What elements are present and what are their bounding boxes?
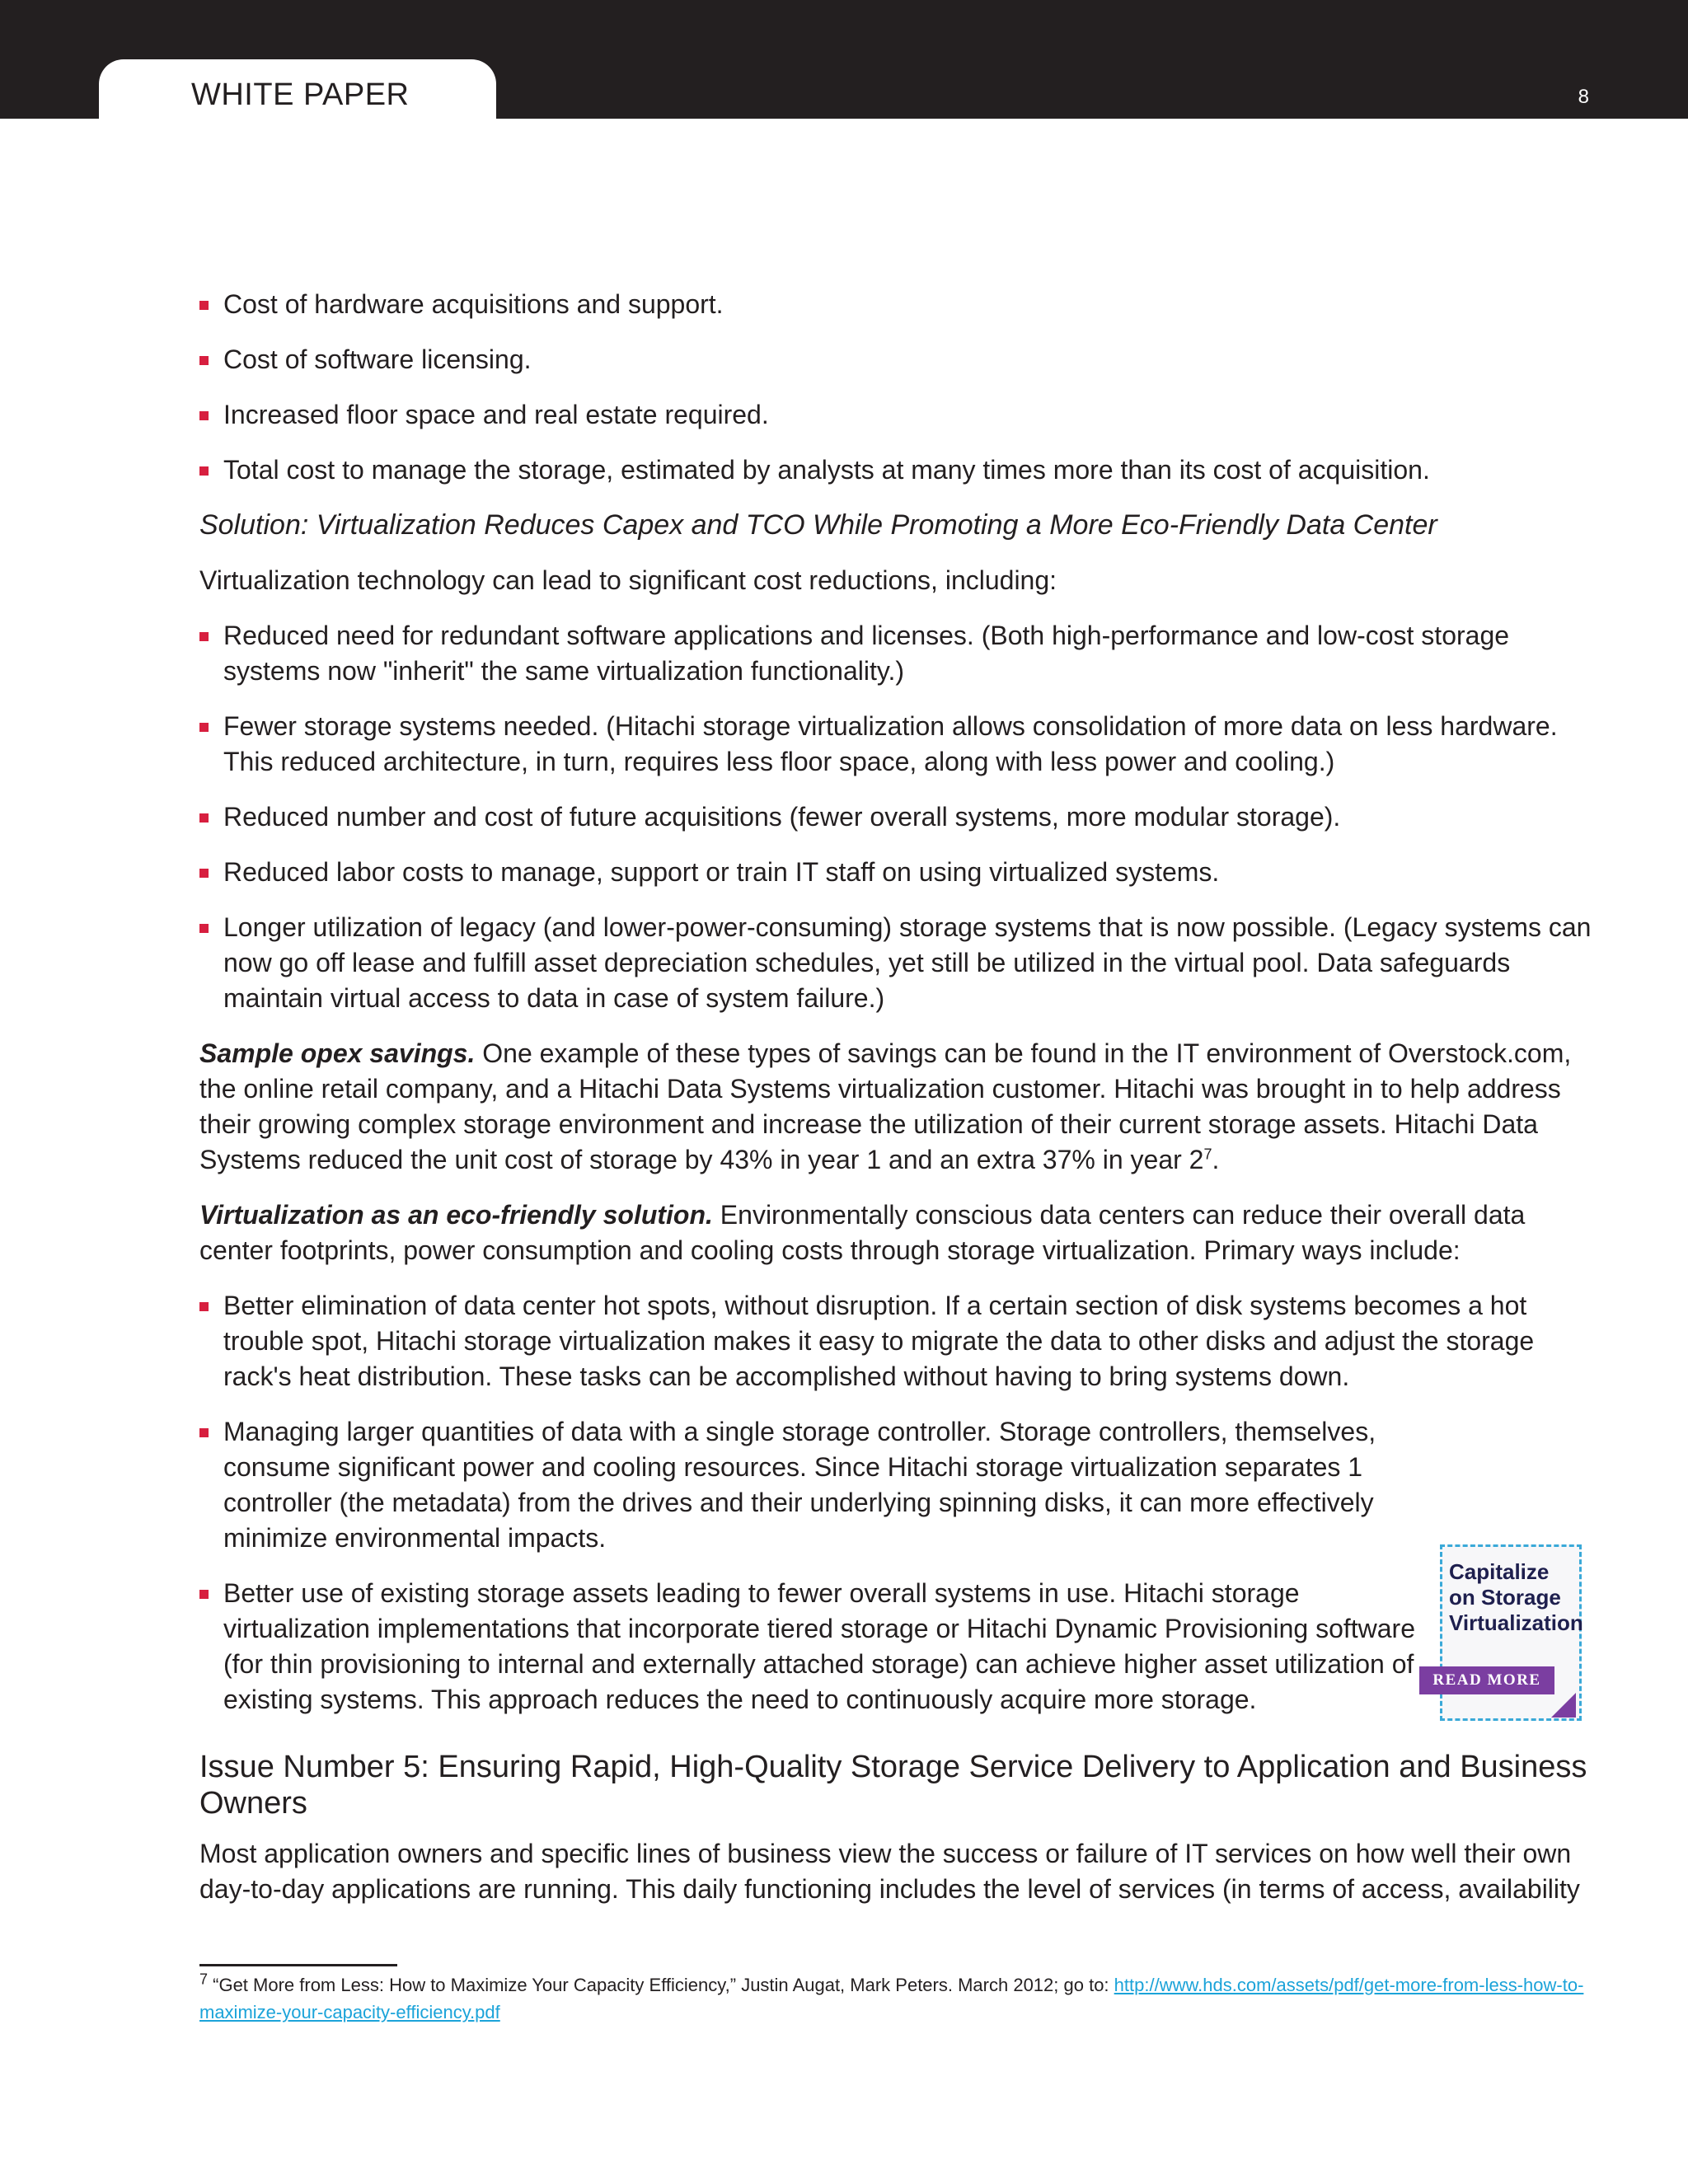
list-item: Total cost to manage the storage, estimated by analysts at many times more than its cost of acquisition. — [199, 452, 1592, 488]
eco-bullet-list — [199, 1288, 1592, 1718]
eco-text: Environmentally conscious data centers can reduce their overall data center footprints, power consumption and cooling costs through storage virtualization. Primary ways include: — [199, 1200, 1526, 1265]
read-more-button[interactable]: READ MORE — [1419, 1666, 1554, 1694]
promo-title-line: Virtualization — [1449, 1610, 1583, 1635]
list-item: Cost of hardware acquisitions and support. — [199, 287, 1592, 322]
footnote-text: “Get More from Less: How to Maximize Your Capacity Efficiency,” Justin Augat, Mark Peters. March 2012; go to: — [208, 1975, 1114, 1995]
page-number: 8 — [1578, 86, 1589, 108]
promo-title-line: Capitalize — [1449, 1559, 1550, 1584]
list-item: Managing larger quantities of data with a single storage controller. Storage controllers, themselves, consume significant power and cooling resources. Since Hitachi storage virtualization separates 1 controller (the metadata) from the drives and their underlying spinning disks, it can more effectively minimize environmental impacts. — [199, 1414, 1592, 1556]
list-item: Fewer storage systems needed. (Hitachi storage virtualization allows consolidation of more data on less hardware. This reduced architecture, in turn, requires less floor space, along with less power and cooling.) — [199, 709, 1592, 780]
opex-paragraph — [199, 1036, 1592, 1178]
list-item: Reduced labor costs to manage, support or train IT staff on using virtualized systems. — [199, 855, 1592, 890]
promo-title-line: on Storage — [1449, 1585, 1561, 1610]
list-item: Reduced number and cost of future acquisitions (fewer overall systems, more modular storage). — [199, 799, 1592, 835]
read-more-promo[interactable] — [1419, 1544, 1583, 1719]
opex-text: One example of these types of savings can be found in the IT environment of Overstock.com, the online retail company, and a Hitachi Data Systems virtualization customer. Hitachi was brought in to help address their growing complex storage environment and increase the utilization of their current storage assets. Hitachi Data Systems reduced the unit cost of storage by 43% in year 1 and an extra 37% in year 2 — [199, 1038, 1572, 1174]
footnote-divider — [199, 1964, 397, 1966]
list-item: Reduced need for redundant software applications and licenses. (Both high-performance and low-cost storage systems now "inherit" the same virtualization functionality.) — [199, 618, 1592, 689]
opex-end: . — [1212, 1145, 1220, 1174]
footnote — [199, 1971, 1592, 2026]
main-content — [199, 287, 1592, 1927]
page-curl-icon — [1551, 1693, 1576, 1718]
promo-title — [1449, 1559, 1581, 1636]
opex-lead: Sample opex savings. — [199, 1038, 476, 1068]
solution-heading: Solution: Virtualization Reduces Capex and TCO While Promoting a More Eco-Friendly Data Center — [199, 509, 1437, 541]
list-item: Better elimination of data center hot spots, without disruption. If a certain section of disk systems becomes a hot trouble spot, Hitachi storage virtualization makes it easy to migrate the data to other disks and adjust the storage rack's heat distribution. These tasks can be accomplished without having to bring systems down. — [199, 1288, 1592, 1394]
footnote-reference[interactable]: 7 — [1203, 1146, 1212, 1163]
header-tab — [99, 59, 496, 122]
solution-intro: Virtualization technology can lead to significant cost reductions, including: — [199, 565, 1057, 595]
eco-paragraph — [199, 1197, 1592, 1268]
footnote-mark: 7 — [199, 1971, 209, 1988]
issue-5-heading: Issue Number 5: Ensuring Rapid, High-Quality Storage Service Delivery to Application and Business Owners — [199, 1750, 1587, 1821]
page-header-bar — [0, 0, 1688, 119]
list-item: Cost of software licensing. — [199, 342, 1592, 377]
cost-bullet-list — [199, 287, 1592, 488]
eco-lead: Virtualization as an eco-friendly solution. — [199, 1200, 713, 1230]
list-item: Longer utilization of legacy (and lower-power-consuming) storage systems that is now possible. (Legacy systems can now go off lease and fulfill asset depreciation schedules, yet still be utilized in the virtual pool. Data safeguards maintain virtual access to data in case of system failure.) — [199, 910, 1592, 1016]
solution-bullet-list — [199, 618, 1592, 1016]
document-type-label: WHITE PAPER — [191, 77, 410, 112]
footnote-link[interactable]: http://www.hds.com/assets/pdf/get-more-from-less-how-to-maximize-your-capacity-efficiency.pdf — [199, 1975, 1584, 2022]
list-item: Increased floor space and real estate required. — [199, 397, 1592, 433]
list-item: Better use of existing storage assets leading to fewer overall systems in use. Hitachi storage virtualization implementations that incorporate tiered storage or Hitachi Dynamic Provisioning software (for thin provisioning to internal and externally attached storage) can achieve higher asset utilization of existing systems. This approach reduces the need to continuously acquire more storage. — [199, 1576, 1592, 1718]
issue-5-paragraph: Most application owners and specific lines of business view the success or failure of IT services on how well their own day-to-day applications are running. This daily functioning includes the level of services (in terms of access, availability — [199, 1839, 1580, 1904]
